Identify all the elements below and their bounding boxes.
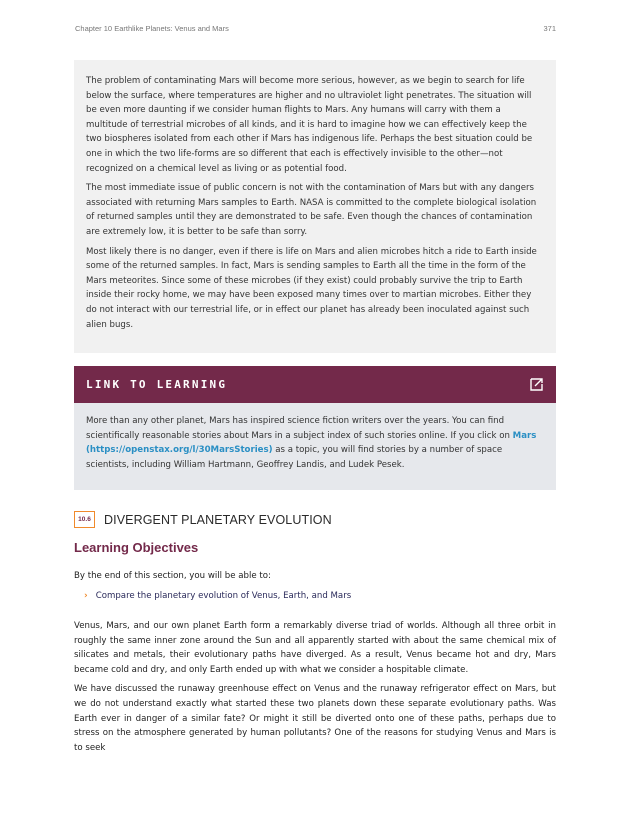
- link-to-learning-title: LINK TO LEARNING: [86, 378, 228, 391]
- body-paragraph: We have discussed the runaway greenhouse effect on Venus and the runaway refrigerator effect on Mars, but we do not understand exactly what started these two planets down these separate evolutionary paths. Was Earth ever in danger of a similar fate? Or might it still be diverted onto one of these paths, perhaps due to stress on the atmosphere generated by human pollutants? One of the reasons for studying Venus and Mars is to seek: [74, 684, 556, 753]
- ltl-text-after: as a topic, you will find stories by a number of space scientists, including William Hartmann, Geoffrey Landis, and Ludek Pesek.: [86, 445, 503, 470]
- objectives-intro: By the end of this section, you will be able to:: [74, 571, 271, 581]
- link-to-learning-text: [86, 414, 544, 472]
- running-head: [75, 24, 556, 33]
- body-paragraph: Venus, Mars, and our own planet Earth form a remarkably diverse triad of worlds. Although all three orbit in roughly the same inner zone around the Sun and all apparently started with about the same chemical mix of silicates and metals, their evolutionary paths have diverged. As a result, Venus became hot and dry, Mars became cold and dry, and only Earth ended up with what we consider a hospitable climate.: [74, 621, 556, 675]
- list-item: [84, 591, 351, 601]
- body-text: [74, 619, 556, 760]
- chevron-right-icon: ›: [84, 591, 88, 601]
- objective-text: Compare the planetary evolution of Venus, Earth, and Mars: [95, 591, 352, 601]
- feature-paragraph: The most immediate issue of public concern is not with the contamination of Mars but with any dangers associated with returning Mars samples to Earth. NASA is committed to the complete biological isolation of returned samples until they are demonstrated to be safe. Even though the chances of contamination are extremely low, it is better to be safe than sorry.: [86, 183, 537, 237]
- link-to-learning-header: [74, 366, 556, 403]
- objectives-list: [84, 591, 351, 601]
- section-number-badge: 10.6: [74, 511, 95, 528]
- section-heading: [74, 511, 332, 528]
- feature-paragraph: The problem of contaminating Mars will become more serious, however, as we begin to search for life below the surface, where temperatures are higher and no ultraviolet light penetrates. The situation will be even more daunting if we consider human flights to Mars. Any humans will carry with them a multitude of terrestrial microbes of all kinds, and it is hard to imagine how we can effectively keep the two biospheres isolated from each other if Mars has indigenous life. Perhaps the best situation could be one in which the two life-forms are so different that each is effectively invisible to the other—not recognized on a chemical level as living or as potential food.: [86, 76, 533, 174]
- section-title: DIVERGENT PLANETARY EVOLUTION: [104, 512, 332, 527]
- feature-paragraph: Most likely there is no danger, even if there is life on Mars and alien microbes hitch a ride to Earth inside some of the returned samples. In fact, Mars is sending samples to Earth all the time in the form of the Mars meteorites. Since some of these microbes (if they exist) could probably survive the trip to Earth inside their rocky home, we may have been exposed many times over to martian microbes. Either they do not interact with our terrestrial life, or in effect our planet has already been inoculated against such alien bugs.: [86, 246, 537, 330]
- link-to-learning-body: [74, 403, 556, 490]
- link-to-learning-box: [74, 366, 556, 490]
- mars-stories-link[interactable]: Mars (https://openstax.org/l/30MarsStories): [86, 430, 537, 456]
- ltl-text-before: More than any other planet, Mars has inspired science fiction writers over the years. You can find scientifically reasonable stories about Mars in a subject index of such stories online. If you click on: [86, 416, 513, 441]
- chapter-title: Chapter 10 Earthlike Planets: Venus and Mars: [75, 24, 229, 33]
- external-link-icon: [529, 377, 544, 392]
- feature-box: [74, 60, 556, 353]
- learning-objectives-heading: Learning Objectives: [74, 540, 199, 555]
- page-number: 371: [543, 24, 556, 33]
